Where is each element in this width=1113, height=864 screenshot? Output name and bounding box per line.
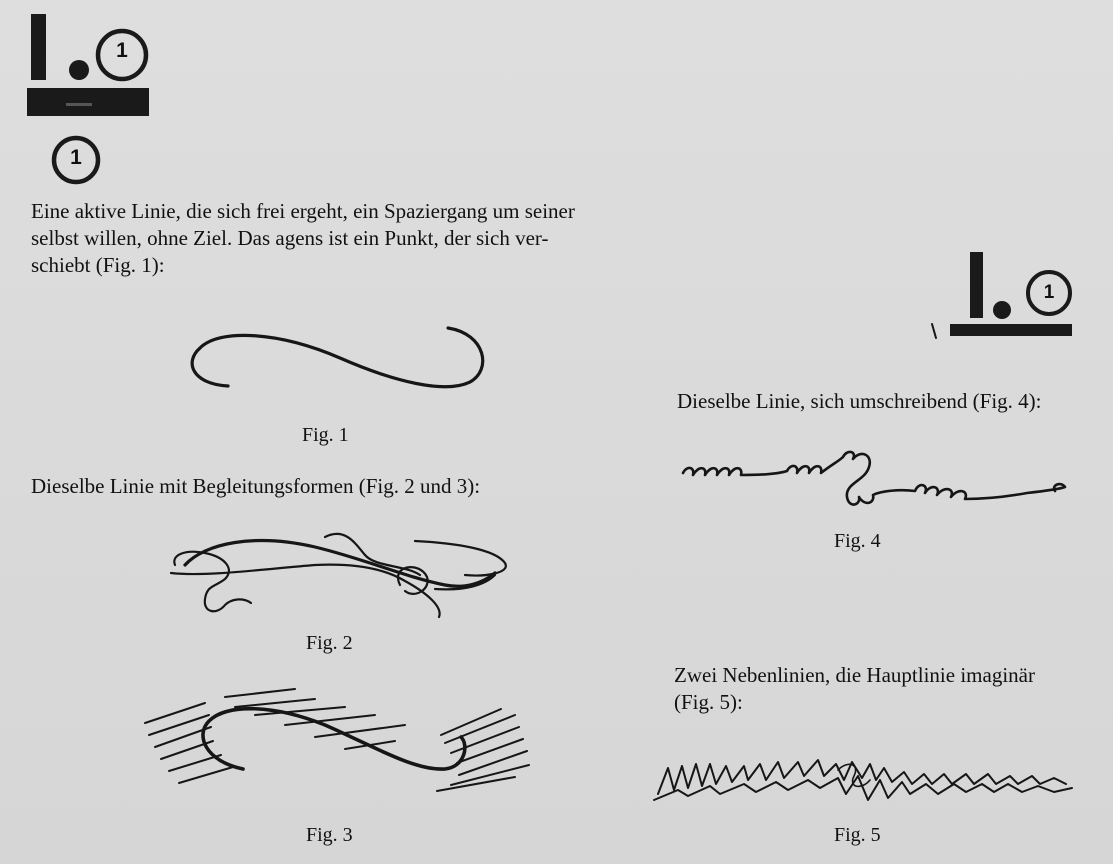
fig5-caption: Fig. 5: [834, 824, 881, 846]
fig5-intro-line: Zwei Nebenlinien, die Hauptlinie imaginär: [674, 663, 1035, 687]
intro-line: selbst willen, ohne Ziel. Das agens ist ein Punkt, der sich ver-: [31, 226, 549, 250]
circle-number: 1: [70, 146, 82, 169]
fig4-caption: Fig. 4: [834, 530, 881, 552]
fig5-drawing: [648, 750, 1088, 810]
intro-line: Eine aktive Linie, die sich frei ergeht, ein Spaziergang um seiner: [31, 199, 575, 223]
fig5-intro: [674, 662, 1094, 716]
fig2-drawing: [165, 525, 515, 620]
fig5-intro-line: (Fig. 5):: [674, 690, 743, 714]
fig4-intro: Dieselbe Linie, sich umschreibend (Fig. 4):: [677, 389, 1042, 413]
fig2-caption: Fig. 2: [306, 632, 353, 654]
point-line-emblem-icon: [26, 10, 156, 120]
point-line-emblem-icon: [950, 248, 1080, 340]
emblem-circle-number: 1: [116, 39, 128, 62]
stray-mark: [928, 322, 940, 342]
fig3-caption: Fig. 3: [306, 824, 353, 846]
intro-paragraph: [31, 198, 651, 279]
fig1-caption: Fig. 1: [302, 424, 349, 446]
fig2-intro: Dieselbe Linie mit Begleitungsformen (Fig. 2 und 3):: [31, 474, 481, 498]
fig3-drawing: [145, 685, 535, 795]
fig4-drawing: [675, 445, 1075, 520]
emblem-circle-number: 1: [1043, 282, 1055, 303]
intro-line: schiebt (Fig. 1):: [31, 253, 165, 277]
fig1-drawing: [180, 320, 500, 400]
